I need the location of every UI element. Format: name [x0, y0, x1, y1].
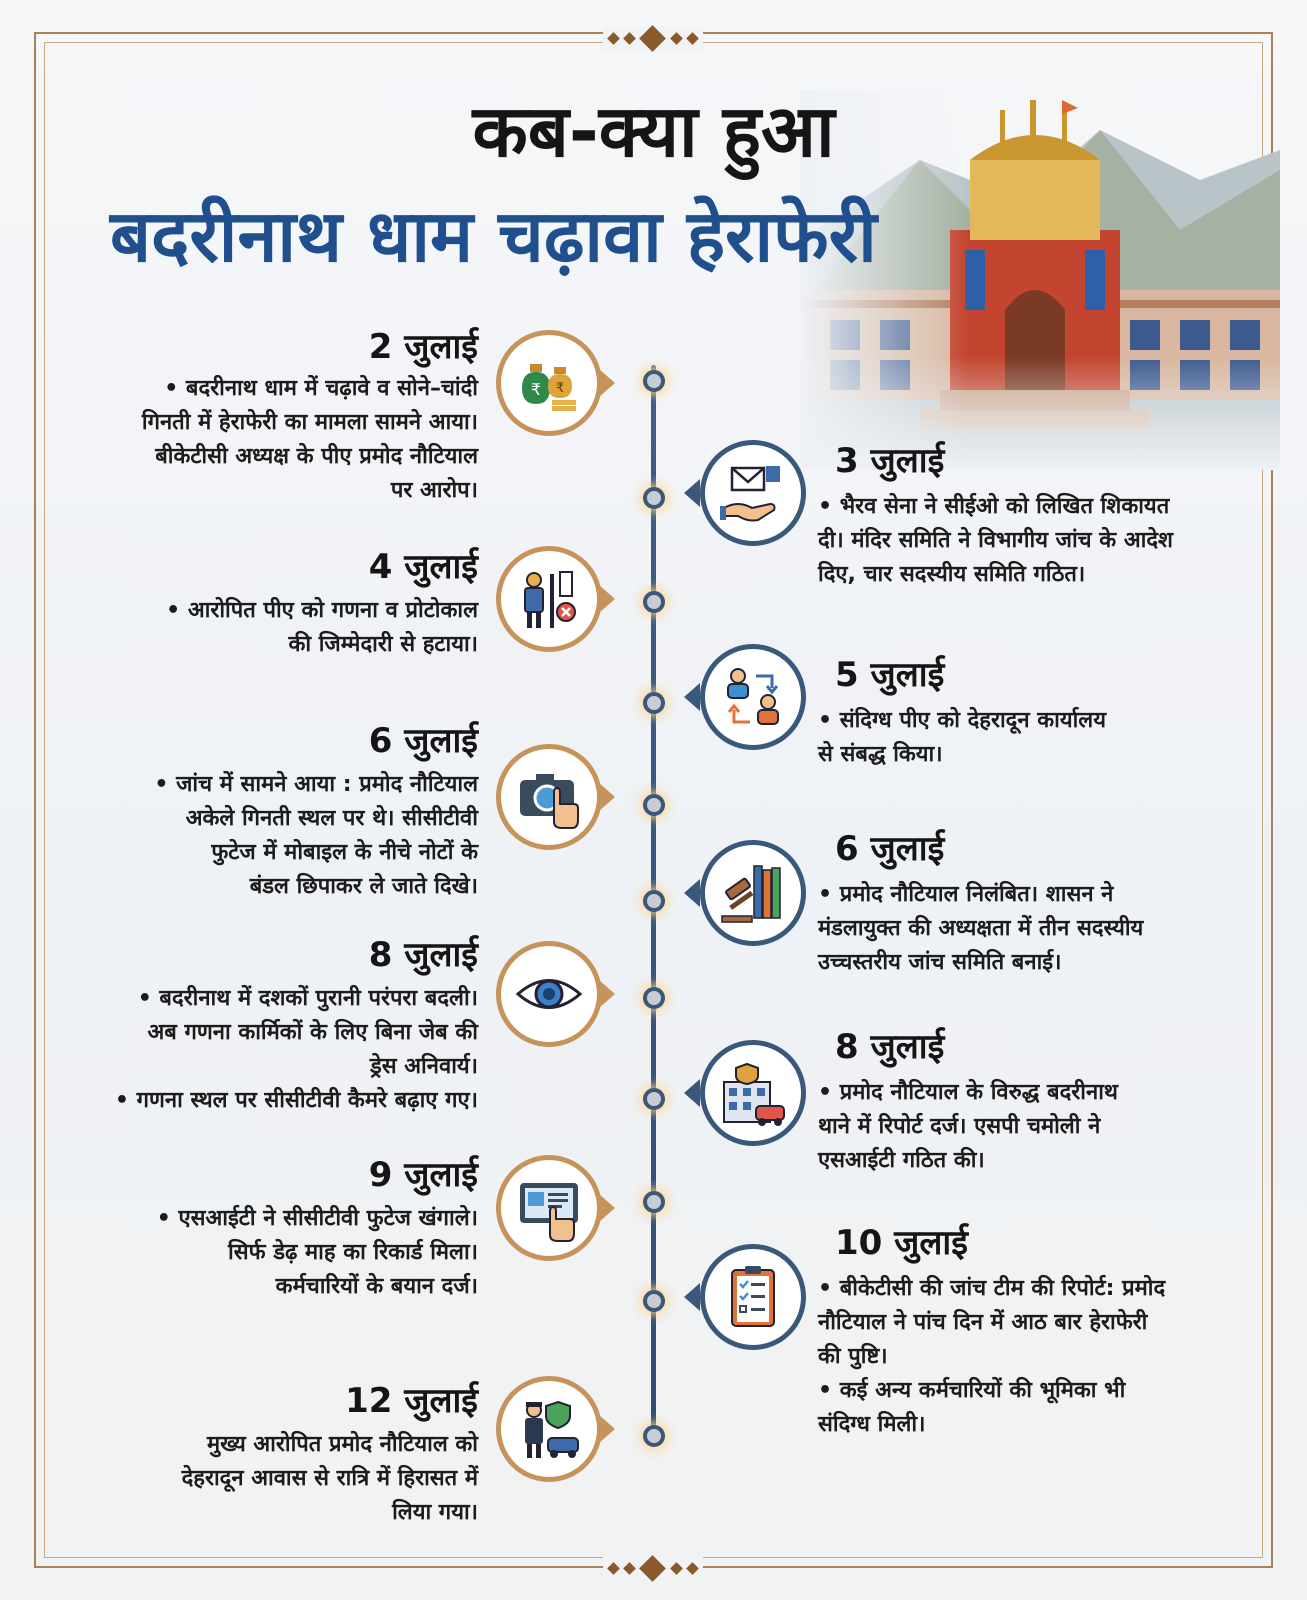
transfer-person-icon: [718, 662, 788, 732]
pointer-arrow: [684, 683, 700, 711]
event-text: • संदिग्ध पीए को देहरादून कार्यालय से संबद्ध किया।: [818, 708, 1106, 767]
event-text: • बदरीनाथ धाम में चढ़ावे व सोने–चांदी गिनती में हेराफेरी का मामला सामने आया। बीकेटीसी अध्यक्ष के पीए प्रमोद नौटियाल पर आरोप।: [141, 376, 478, 503]
screen-touch-icon: [514, 1173, 584, 1243]
timeline-dot: [643, 987, 665, 1009]
event-text: • एसआईटी ने सीसीटीवी फुटेज खंगाले। सिर्फ डेढ़ माह का रिकार्ड मिला। कर्मचारियों के बयान दर्ज।: [156, 1206, 478, 1299]
timeline-dot: [643, 692, 665, 714]
svg-text:₹: ₹: [555, 381, 565, 396]
eye-icon: [514, 959, 584, 1029]
bottom-ornament: [603, 1557, 703, 1581]
event-text: • जांच में सामने आया : प्रमोद नौटियाल अकेले गिनती स्थल पर थे। सीसीटीवी फुटेज में मोबाइल के नीचे नोटों के बंडल छिपाकर ले जाते दिखे।: [154, 772, 478, 899]
event-icon-circle: [496, 941, 602, 1047]
event-icon-circle: [496, 330, 602, 436]
official-removed-icon: [514, 564, 584, 634]
event-date: 6 जुलाई: [835, 829, 945, 869]
event-text: • आरोपित पीए को गणना व प्रोटोकाल की जिम्मेदारी से हटाया।: [166, 598, 478, 657]
pointer-arrow: [599, 1415, 615, 1443]
camera-hand-icon: [514, 762, 584, 832]
timeline-dot: [643, 1191, 665, 1213]
event-date: 9 जुलाई: [368, 1155, 478, 1195]
event-icon-circle: [700, 1040, 806, 1146]
event-icon-circle: [700, 1244, 806, 1350]
event-text: • प्रमोद नौटियाल के विरुद्ध बदरीनाथ थाने में रिपोर्ट दर्ज। एसपी चमोली ने एसआईटी गठित की।: [818, 1080, 1118, 1173]
event-date: 8 जुलाई: [835, 1027, 945, 1067]
event-date: 4 जुलाई: [368, 547, 478, 587]
event-icon-circle: [496, 1376, 602, 1482]
event-date: 10 जुलाई: [835, 1223, 968, 1263]
pointer-arrow: [684, 1283, 700, 1311]
pointer-arrow: [684, 479, 700, 507]
clipboard-report-icon: [718, 1262, 788, 1332]
event-icon-circle: [700, 840, 806, 946]
event-text: मुख्य आरोपित प्रमोद नौटियाल को देहरादून आवास से रात्रि में हिरासत में लिया गया।: [181, 1432, 478, 1525]
timeline-dot: [643, 890, 665, 912]
event-date: 3 जुलाई: [835, 441, 945, 481]
money-bags-icon: [514, 348, 584, 418]
police-custody-icon: [514, 1394, 584, 1464]
event-text: • प्रमोद नौटियाल निलंबित। शासन ने मंडलायुक्त की अध्यक्षता में तीन सदस्यीय उच्चस्तरीय जांच समिति बनाई।: [818, 882, 1144, 975]
event-icon-circle: [496, 744, 602, 850]
timeline-dot: [643, 794, 665, 816]
pointer-arrow: [599, 783, 615, 811]
event-date: 2 जुलाई: [368, 327, 478, 367]
timeline-dot: [643, 487, 665, 509]
timeline-dot: [643, 1088, 665, 1110]
timeline-dot: [643, 1290, 665, 1312]
pointer-arrow: [599, 585, 615, 613]
pointer-arrow: [684, 1079, 700, 1107]
event-date: 12 जुलाई: [345, 1381, 478, 1421]
event-text: • भैरव सेना ने सीईओ को लिखित शिकायत दी। मंदिर समिति ने विभागीय जांच के आदेश दिए, चार सदस्यीय समिति गठित।: [818, 494, 1173, 587]
event-icon-circle: [700, 440, 806, 546]
pointer-arrow: [599, 369, 615, 397]
pointer-arrow: [599, 1194, 615, 1222]
event-icon-circle: [700, 644, 806, 750]
top-ornament: [603, 27, 703, 51]
pointer-arrow: [599, 980, 615, 1008]
timeline-dot: [643, 370, 665, 392]
event-date: 8 जुलाई: [368, 935, 478, 975]
event-text: • बीकेटीसी की जांच टीम की रिपोर्ट: प्रमोद नौटियाल ने पांच दिन में आठ बार हेराफेरी की पुष्टि। • कई अन्य कर्मचारियों की भूमिका भी संदिग्ध मिली।: [818, 1276, 1166, 1437]
police-station-icon: [718, 1058, 788, 1128]
gavel-books-icon: [718, 858, 788, 928]
pointer-arrow: [684, 879, 700, 907]
event-text: • बदरीनाथ में दशकों पुरानी परंपरा बदली। अब गणना कार्मिकों के लिए बिना जेब की ड्रेस अनिवार्य। • गणना स्थल पर सीसीटीवी कैमरे बढ़ाए गए।: [114, 986, 478, 1113]
letter-hand-icon: [718, 458, 788, 528]
event-date: 6 जुलाई: [368, 721, 478, 761]
event-icon-circle: [496, 1155, 602, 1261]
timeline-dot: [643, 591, 665, 613]
svg-text:₹: ₹: [530, 380, 542, 399]
event-icon-circle: [496, 546, 602, 652]
title-badrinath-scam: बदरीनाथ धाम चढ़ावा हेराफेरी: [110, 194, 877, 278]
event-date: 5 जुलाई: [835, 655, 945, 695]
title-when-what: कब-क्या हुआ: [472, 89, 835, 173]
timeline-dot: [643, 1425, 665, 1447]
